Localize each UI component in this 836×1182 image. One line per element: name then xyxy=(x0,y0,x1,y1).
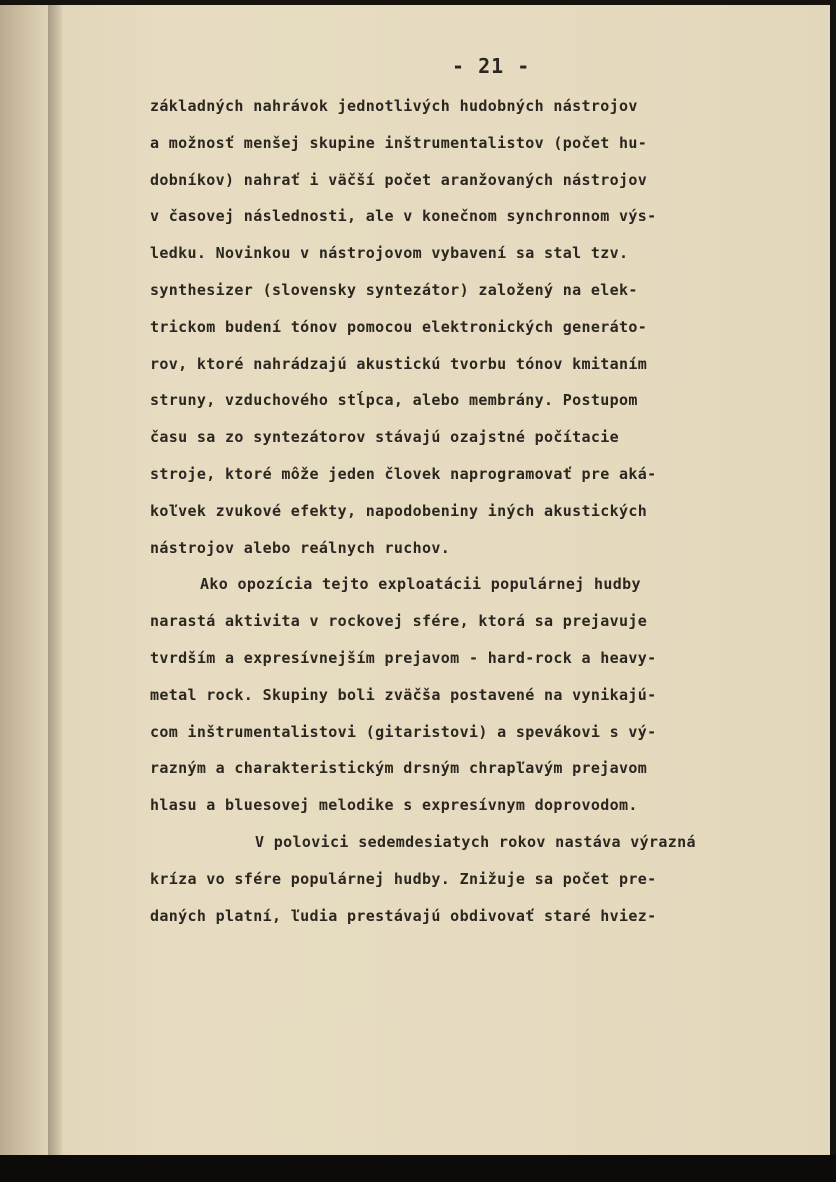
book-spine-shadow xyxy=(48,5,62,1155)
text-line: synthesizer (slovensky syntezátor) založený na elek- xyxy=(150,280,638,299)
paragraph-start-line: Ako opozícia tejto exploatácii populárnej hudby xyxy=(200,575,641,594)
text-line: struny, vzduchového stĺpca, alebo membrány. Postupom xyxy=(150,391,638,410)
text-line: času sa zo syntezátorov stávajú ozajstné počítacie xyxy=(150,428,620,447)
text-line: a možnosť menšej skupine inštrumentalistov (počet hu- xyxy=(150,133,648,152)
text-line: rov, ktoré nahrádzajú akustickú tvorbu tónov kmitaním xyxy=(150,354,648,373)
text-line: metal rock. Skupiny boli zväčša postavené na vynikajú- xyxy=(150,685,657,704)
text-line: com inštrumentalistovi (gitaristovi) a spevákovi s vý- xyxy=(150,722,657,741)
page-number: - 21 - xyxy=(452,54,531,78)
text-line: dobníkov) nahrať i väčší počet aranžovaných nástrojov xyxy=(150,170,648,189)
text-line: ledku. Novinkou v nástrojovom vybavení sa stal tzv. xyxy=(150,244,629,263)
text-line: razným a charakteristickým drsným chrapľavým prejavom xyxy=(150,759,648,778)
body-text xyxy=(150,88,800,934)
text-line: tvrdším a expresívnejším prejavom - hard-rock a heavy- xyxy=(150,648,657,667)
text-line: kríza vo sfére populárnej hudby. Znižuje sa počet pre- xyxy=(150,869,657,888)
text-line: narastá aktivita v rockovej sfére, ktorá sa prejavuje xyxy=(150,612,648,631)
scan-bottom-edge xyxy=(0,1155,836,1182)
text-line: daných platní, ľudia prestávajú obdivovať staré hviez- xyxy=(150,906,657,925)
text-line: koľvek zvukové efekty, napodobeniny iných akustických xyxy=(150,501,648,520)
text-line: hlasu a bluesovej melodike s expresívnym doprovodom. xyxy=(150,796,638,815)
text-line: v časovej následnosti, ale v konečnom synchronnom výs- xyxy=(150,207,657,226)
text-line: základných nahrávok jednotlivých hudobných nástrojov xyxy=(150,97,638,115)
paragraph-start-line: V polovici sedemdesiatych rokov nastáva výrazná xyxy=(255,832,696,851)
text-line: nástrojov alebo reálnych ruchov. xyxy=(150,538,451,557)
text-line: stroje, ktoré môže jeden človek naprogramovať pre aká- xyxy=(150,464,657,483)
text-line: trickom budení tónov pomocou elektronických generáto- xyxy=(150,317,648,336)
